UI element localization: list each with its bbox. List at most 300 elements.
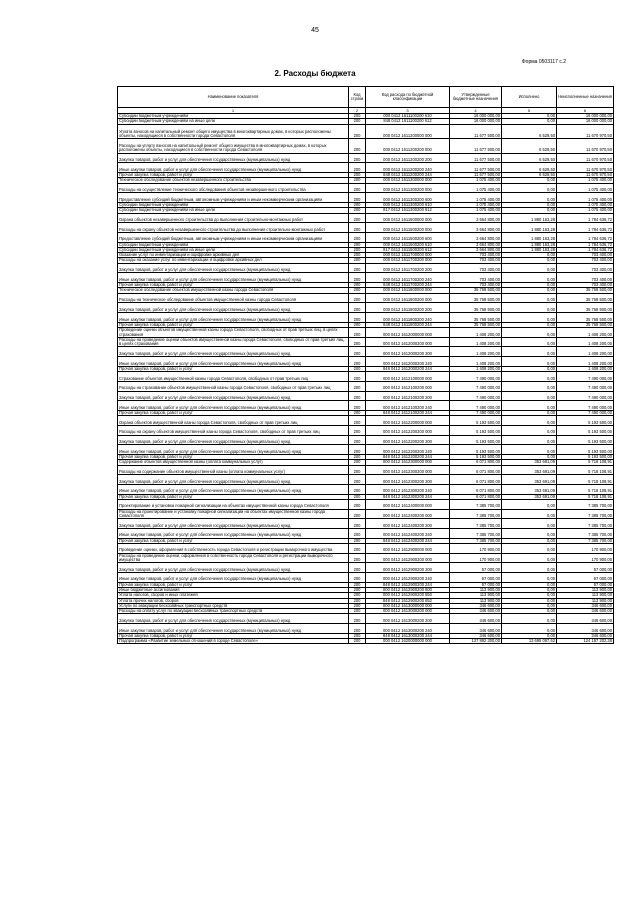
cell-approved: 1 408 200,00 [450,337,502,347]
cell-remaining: 11 670 970,50 [557,172,614,177]
expenses-table [117,86,614,644]
cell-executed: 0,00 [502,208,557,213]
cell-remaining: 35 768 500,00 [557,293,614,303]
cell-approved: 57 000,00 [450,582,502,587]
cell-line-code: 200 [349,381,366,391]
cell-remaining: 170 900,00 [557,543,614,553]
cell-classification: 000 0412 1612000200 240 [366,357,450,367]
cell-approved: 1 408 200,00 [450,347,502,357]
cell-classification: 000 0412 1612200200 200 [366,435,450,445]
cell-classification: 848 0412 1611700200 244 [366,283,450,288]
cell-line-code: 200 [349,593,366,598]
cell-remaining: 5 718 108,91 [557,494,614,499]
cell-classification: 000 0412 1611800200 000 [366,293,450,303]
cell-executed: 0,00 [502,509,557,519]
cell-remaining: 703 400,00 [557,283,614,288]
table-row [118,484,614,494]
cell-remaining: 346 600,00 [557,609,614,614]
table-row [118,263,614,273]
cell-remaining: 5 193 500,00 [557,425,614,435]
cell-classification: 848 0412 1612000200 244 [366,366,450,371]
cell-remaining: 346 600,00 [557,603,614,608]
cell-approved: 3 664 800,00 [450,242,502,247]
cell-classification: 000 0412 1611200200 000 [366,139,450,154]
cell-executed: 0,00 [502,288,557,293]
column-number: 4 [450,108,502,114]
table-row [118,624,614,634]
cell-line-code: 200 [349,322,366,327]
cell-remaining: 1 075 400,00 [557,193,614,203]
cell-classification: 000 0412 1611800200 240 [366,313,450,323]
cell-line-code: 200 [349,247,366,252]
cell-remaining: 1 075 400,00 [557,178,614,183]
cell-line-code: 200 [349,303,366,313]
cell-executed: 0,00 [502,322,557,327]
cell-name: Подпрограмма «Развитие земельных отношений в городе Севастополе» [118,639,349,644]
cell-approved: 35 768 500,00 [450,322,502,327]
cell-classification: 000 0412 1612300200 200 [366,475,450,485]
cell-executed: 0,00 [502,303,557,313]
cell-line-code: 200 [349,603,366,608]
table-body [118,114,614,644]
cell-name: Субсидии бюджетным учреждениям на иные цели [118,208,349,213]
cell-name: Охрана объектов незавершенного строительства до выполнения строительно-монтажных работ [118,213,349,223]
table-row [118,337,614,347]
cell-remaining: 7 490 000,00 [557,410,614,415]
cell-remaining: 124 197 202,38 [557,639,614,644]
cell-classification: 000 0412 1611800200 200 [366,303,450,313]
cell-classification: 000 0412 1612200000 000 [366,416,450,426]
cell-remaining: 113 900,00 [557,588,614,593]
cell-remaining: 703 400,00 [557,253,614,258]
cell-executed: 0,00 [502,183,557,193]
cell-remaining: 1 408 200,00 [557,337,614,347]
cell-line-code: 200 [349,425,366,435]
header-name: Наименование показателя [118,87,349,108]
cell-remaining: 11 670 970,50 [557,153,614,163]
cell-classification: 000 0412 1620000000 000 [366,639,450,644]
cell-classification: 000 0412 1613000200 000 [366,609,450,614]
cell-name: Иные закупки товаров, работ и услуг для обеспечения государственных (муниципальных) нужд [118,624,349,634]
cell-approved: 3 664 800,00 [450,247,502,252]
cell-line-code: 200 [349,258,366,263]
table-row [118,213,614,223]
cell-classification: 848 0412 1612900200 852 [366,598,450,603]
cell-executed: 0,00 [502,347,557,357]
cell-classification: 000 0412 1611200000 000 [366,124,450,139]
cell-approved: 137 892 300,00 [450,639,502,644]
cell-executed: 0,00 [502,253,557,258]
cell-line-code: 200 [349,475,366,485]
cell-line-code: 200 [349,202,366,207]
cell-line-code: 200 [349,563,366,573]
cell-remaining: 1 075 400,00 [557,208,614,213]
table-row [118,183,614,193]
table-row [118,153,614,163]
cell-line-code: 200 [349,553,366,563]
cell-name: Закупка товаров, работ и услуг для обеспечения государственных (муниципальных) нужд [118,563,349,573]
cell-approved: 346 600,00 [450,614,502,624]
cell-classification: 000 0412 1612300200 000 [366,465,450,475]
cell-remaining: 1 784 636,72 [557,242,614,247]
cell-approved: 7 385 700,00 [450,528,502,538]
cell-line-code: 200 [349,124,366,139]
cell-line-code: 200 [349,193,366,203]
cell-executed: 1 880 163,28 [502,223,557,233]
cell-remaining: 346 600,00 [557,614,614,624]
cell-line-code: 200 [349,273,366,283]
cell-classification: 848 0412 1612900200 244 [366,582,450,587]
table-row [118,553,614,563]
cell-name: Субсидии бюджетным учреждениям на иные цели [118,119,349,124]
cell-executed: 0,00 [502,391,557,401]
cell-executed: 0,00 [502,519,557,529]
cell-approved: 113 900,00 [450,593,502,598]
cell-approved: 11 677 500,00 [450,124,502,139]
cell-classification: 848 0412 1612400200 244 [366,538,450,543]
cell-executed: 0,00 [502,357,557,367]
cell-remaining: 703 400,00 [557,273,614,283]
cell-name: Расходы на оказание услуг по инвентаризации и оцифровке архивных дел [118,258,349,263]
cell-line-code: 200 [349,253,366,258]
cell-approved: 5 193 500,00 [450,435,502,445]
cell-line-code: 200 [349,509,366,519]
cell-line-code: 200 [349,494,366,499]
cell-classification: 000 0412 1611300200 000 [366,183,450,193]
cell-executed: 0,00 [502,573,557,583]
cell-approved: 703 400,00 [450,258,502,263]
cell-name: Уплата прочих налогов, сборов [118,598,349,603]
cell-remaining: 7 490 000,00 [557,391,614,401]
cell-remaining: 11 670 970,50 [557,139,614,154]
cell-executed: 0,00 [502,454,557,459]
cell-executed: 0,00 [502,543,557,553]
cell-classification: 817 0412 1611500200 612 [366,247,450,252]
cell-executed: 0,00 [502,193,557,203]
cell-name: Предоставление субсидий бюджетным, автономным учреждениям и иным некоммерческим организациям [118,232,349,242]
cell-classification: 000 0412 1612100000 000 [366,372,450,382]
table-row [118,465,614,475]
cell-executed: 0,00 [502,416,557,426]
cell-name: Иные закупки товаров, работ и услуг для обеспечения государственных (муниципальных) нужд [118,163,349,173]
table-row [118,124,614,139]
cell-approved: 113 900,00 [450,588,502,593]
cell-line-code: 200 [349,114,366,119]
cell-approved: 7 490 000,00 [450,372,502,382]
page-number: 45 [311,27,319,34]
cell-approved: 1 075 400,00 [450,208,502,213]
cell-executed: 0,00 [502,563,557,573]
cell-approved: 11 677 500,00 [450,153,502,163]
page-title: 2. Расходы бюджета [274,69,356,78]
table-row [118,232,614,242]
cell-name: Прочая закупка товаров, работ и услуг [118,366,349,371]
table-row [118,223,614,233]
header-approved: Утвержденные бюджетные назначения [450,87,502,108]
cell-approved: 6 071 800,00 [450,465,502,475]
cell-remaining: 113 900,00 [557,598,614,603]
table-row [118,416,614,426]
cell-approved: 1 408 200,00 [450,357,502,367]
cell-approved: 3 664 800,00 [450,232,502,242]
cell-approved: 6 071 800,00 [450,460,502,465]
cell-approved: 1 408 200,00 [450,366,502,371]
column-number: 3 [366,108,450,114]
cell-name: Субсидии бюджетным учреждениям [118,114,349,119]
cell-executed: 353 691,09 [502,494,557,499]
cell-classification: 000 0412 1612400200 000 [366,509,450,519]
cell-classification: 817 0412 1611300200 612 [366,208,450,213]
cell-approved: 703 400,00 [450,283,502,288]
cell-remaining: 1 408 200,00 [557,366,614,371]
cell-approved: 5 193 500,00 [450,454,502,459]
cell-remaining: 7 385 700,00 [557,509,614,519]
cell-remaining: 57 000,00 [557,563,614,573]
cell-classification: 000 0412 1612900200 850 [366,593,450,598]
table-row [118,475,614,485]
column-number: 2 [349,108,366,114]
cell-name: Иные закупки товаров, работ и услуг для обеспечения государственных (муниципальных) нужд [118,313,349,323]
header-remaining: Неисполненные назначения [557,87,614,108]
header-classification: Код расхода по бюджетной классификации [366,87,450,108]
cell-classification: 000 0412 1612900200 240 [366,573,450,583]
cell-approved: 5 193 500,00 [450,416,502,426]
cell-classification: 000 0412 1611500200 610 [366,242,450,247]
cell-classification: 000 0412 1612000200 000 [366,337,450,347]
cell-name: Расходы на охрану объектов имущественной казны города Севастополя, свободных от прав третьих лиц [118,425,349,435]
cell-classification: 848 0412 1612300200 244 [366,494,450,499]
cell-remaining: 1 784 636,72 [557,213,614,223]
cell-approved: 703 400,00 [450,273,502,283]
cell-name: Услуги по эвакуации бесхозяйных транспортных средств [118,603,349,608]
cell-approved: 7 385 700,00 [450,509,502,519]
cell-classification: 000 0412 1611200200 200 [366,153,450,163]
cell-remaining: 346 600,00 [557,624,614,634]
cell-name: Прочая закупка товаров, работ и услуг [118,633,349,638]
table-row [118,639,614,644]
cell-approved: 7 490 000,00 [450,381,502,391]
cell-approved: 11 677 500,00 [450,139,502,154]
table-row [118,313,614,323]
cell-classification: 848 0412 1612200200 244 [366,454,450,459]
cell-executed: 0,00 [502,603,557,608]
cell-name: Иные закупки товаров, работ и услуг для обеспечения государственных (муниципальных) нужд [118,484,349,494]
cell-classification: 000 0412 1613000000 000 [366,603,450,608]
cell-name: Закупка товаров, работ и услуг для обеспечения государственных (муниципальных) нужд [118,519,349,529]
cell-name: Расходы на уплату взносов на капитальный ремонт общего имущества в многоквартирных домах, в которых расположены объекты, находящиеся в собственности города Севастополя [118,139,349,154]
cell-name: Страхование объектов имущественной казны города Севастополя, свободных от прав третьих лиц [118,372,349,382]
table-row [118,573,614,583]
cell-name: Уплата взносов на капитальный ремонт общего имущества в многоквартирных домах, в которых расположены объекты, находящиеся в собственности города Севастополя [118,124,349,139]
cell-name: Предоставление субсидий бюджетным, автономным учреждениям и иным некоммерческим организациям [118,193,349,203]
cell-approved: 7 385 700,00 [450,499,502,509]
cell-name: Расходы на проектирование и установку пожарной сигнализации на объектах имущественной казны города Севастополя [118,509,349,519]
cell-remaining: 11 670 970,50 [557,163,614,173]
cell-remaining: 35 768 500,00 [557,322,614,327]
cell-line-code: 200 [349,633,366,638]
cell-classification: 000 0412 1612100200 000 [366,381,450,391]
cell-approved: 5 193 500,00 [450,425,502,435]
cell-executed: 0,00 [502,609,557,614]
cell-executed: 0,00 [502,614,557,624]
cell-line-code: 200 [349,519,366,529]
cell-name: Расходы на осуществление технического обследования объектов незавершенного строительства [118,183,349,193]
cell-name: Закупка товаров, работ и услуг для обеспечения государственных (муниципальных) нужд [118,614,349,624]
cell-name: Иные закупки товаров, работ и услуг для обеспечения государственных (муниципальных) нужд [118,528,349,538]
cell-line-code: 200 [349,313,366,323]
cell-name: Иные закупки товаров, работ и услуг для обеспечения государственных (муниципальных) нужд [118,357,349,367]
cell-executed: 0,00 [502,258,557,263]
cell-approved: 7 490 000,00 [450,410,502,415]
cell-remaining: 7 490 000,00 [557,401,614,411]
table-row [118,163,614,173]
cell-approved: 346 600,00 [450,603,502,608]
cell-line-code: 200 [349,401,366,411]
cell-name: Иные бюджетные ассигнования [118,588,349,593]
cell-executed: 353 691,09 [502,465,557,475]
cell-executed: 0,00 [502,283,557,288]
cell-name: Иные закупки товаров, работ и услуг для обеспечения государственных (муниципальных) нужд [118,401,349,411]
cell-approved: 703 400,00 [450,253,502,258]
cell-remaining: 1 408 200,00 [557,328,614,338]
cell-approved: 703 400,00 [450,263,502,273]
cell-classification: 000 0412 1611500200 000 [366,223,450,233]
form-code: Форма 0503117 с.2 [521,59,566,65]
cell-classification: 000 0412 1612000000 000 [366,328,450,338]
cell-classification: 000 0412 1611700200 200 [366,263,450,273]
table-row [118,193,614,203]
cell-classification: 000 0412 1612900200 800 [366,588,450,593]
cell-executed: 6 529,50 [502,172,557,177]
cell-executed: 1 880 163,28 [502,213,557,223]
cell-line-code: 200 [349,213,366,223]
cell-line-code: 200 [349,624,366,634]
cell-line-code: 200 [349,528,366,538]
cell-approved: 346 600,00 [450,624,502,634]
cell-line-code: 200 [349,163,366,173]
cell-executed: 353 691,09 [502,475,557,485]
cell-approved: 11 677 500,00 [450,163,502,173]
cell-line-code: 200 [349,588,366,593]
cell-executed: 0,00 [502,337,557,347]
cell-remaining: 35 768 500,00 [557,288,614,293]
cell-name: Субсидии бюджетным учреждениям [118,242,349,247]
cell-executed: 0,00 [502,202,557,207]
cell-classification: 000 0412 1611300200 610 [366,202,450,207]
cell-remaining: 11 670 970,50 [557,124,614,139]
cell-remaining: 16 000 000,00 [557,114,614,119]
cell-name: Прочая закупка товаров, работ и услуг [118,454,349,459]
cell-approved: 346 600,00 [450,609,502,614]
cell-line-code: 200 [349,208,366,213]
cell-remaining: 113 900,00 [557,593,614,598]
cell-executed: 0,00 [502,273,557,283]
cell-name: Прочая закупка товаров, работ и услуг [118,494,349,499]
cell-remaining: 5 718 108,91 [557,475,614,485]
cell-remaining: 57 000,00 [557,582,614,587]
cell-remaining: 7 385 700,00 [557,519,614,529]
cell-executed: 0,00 [502,381,557,391]
cell-approved: 7 385 700,00 [450,538,502,543]
cell-line-code: 200 [349,328,366,338]
cell-line-code: 200 [349,484,366,494]
table-row [118,528,614,538]
table-row [118,303,614,313]
cell-remaining: 7 385 700,00 [557,499,614,509]
cell-line-code: 200 [349,178,366,183]
cell-executed: 0,00 [502,538,557,543]
cell-line-code: 200 [349,153,366,163]
table-row [118,293,614,303]
cell-classification: 000 0412 1611200200 240 [366,163,450,173]
cell-classification: 000 0412 1612400200 240 [366,528,450,538]
cell-remaining: 1 784 636,72 [557,232,614,242]
cell-executed: 0,00 [502,528,557,538]
cell-name: Закупка товаров, работ и услуг для обеспечения государственных (муниципальных) нужд [118,153,349,163]
cell-line-code: 200 [349,372,366,382]
cell-classification: 000 0412 1611700200 240 [366,273,450,283]
cell-line-code: 200 [349,283,366,288]
cell-name: Иные закупки товаров, работ и услуг для обеспечения государственных (муниципальных) нужд [118,273,349,283]
cell-executed: 0,00 [502,425,557,435]
header-executed: Исполнено [502,87,557,108]
cell-approved: 5 193 500,00 [450,445,502,455]
cell-executed: 0,00 [502,624,557,634]
cell-line-code: 200 [349,288,366,293]
cell-executed: 0,00 [502,119,557,124]
cell-remaining: 57 000,00 [557,573,614,583]
cell-line-code: 200 [349,263,366,273]
cell-approved: 3 664 800,00 [450,213,502,223]
cell-name: Прочая закупка товаров, работ и услуг [118,538,349,543]
cell-name: Расходы на страхование объектов имущественной казны города Севастополя, свободных от прав третьих лиц [118,381,349,391]
cell-line-code: 200 [349,582,366,587]
cell-executed: 0,00 [502,410,557,415]
cell-executed: 0,00 [502,593,557,598]
cell-name: Иные закупки товаров, работ и услуг для обеспечения государственных (муниципальных) нужд [118,445,349,455]
table-row [118,347,614,357]
cell-name: Охрана объектов имущественной казны города Севастополя, свободных от прав третьих лиц [118,416,349,426]
cell-line-code: 200 [349,639,366,644]
cell-approved: 35 768 500,00 [450,303,502,313]
cell-line-code: 200 [349,614,366,624]
table-row [118,425,614,435]
cell-line-code: 200 [349,139,366,154]
column-number: 1 [118,108,349,114]
cell-approved: 6 071 800,00 [450,475,502,485]
cell-approved: 1 075 400,00 [450,193,502,203]
table-row [118,519,614,529]
cell-name: Прочая закупка товаров, работ и услуг [118,172,349,177]
cell-remaining: 1 408 200,00 [557,347,614,357]
cell-executed: 6 529,50 [502,124,557,139]
cell-classification: 000 0412 1611300200 600 [366,193,450,203]
table-row [118,499,614,509]
cell-remaining: 346 600,00 [557,633,614,638]
table-row [118,381,614,391]
cell-classification: 000 0412 1611500000 000 [366,213,450,223]
table-row [118,372,614,382]
cell-name: Прочая закупка товаров, работ и услуг [118,582,349,587]
cell-remaining: 7 385 700,00 [557,538,614,543]
cell-executed: 0,00 [502,313,557,323]
cell-approved: 1 075 400,00 [450,202,502,207]
cell-remaining: 1 075 400,00 [557,202,614,207]
cell-line-code: 200 [349,391,366,401]
cell-executed: 0,00 [502,263,557,273]
cell-line-code: 200 [349,232,366,242]
cell-line-code: 200 [349,410,366,415]
